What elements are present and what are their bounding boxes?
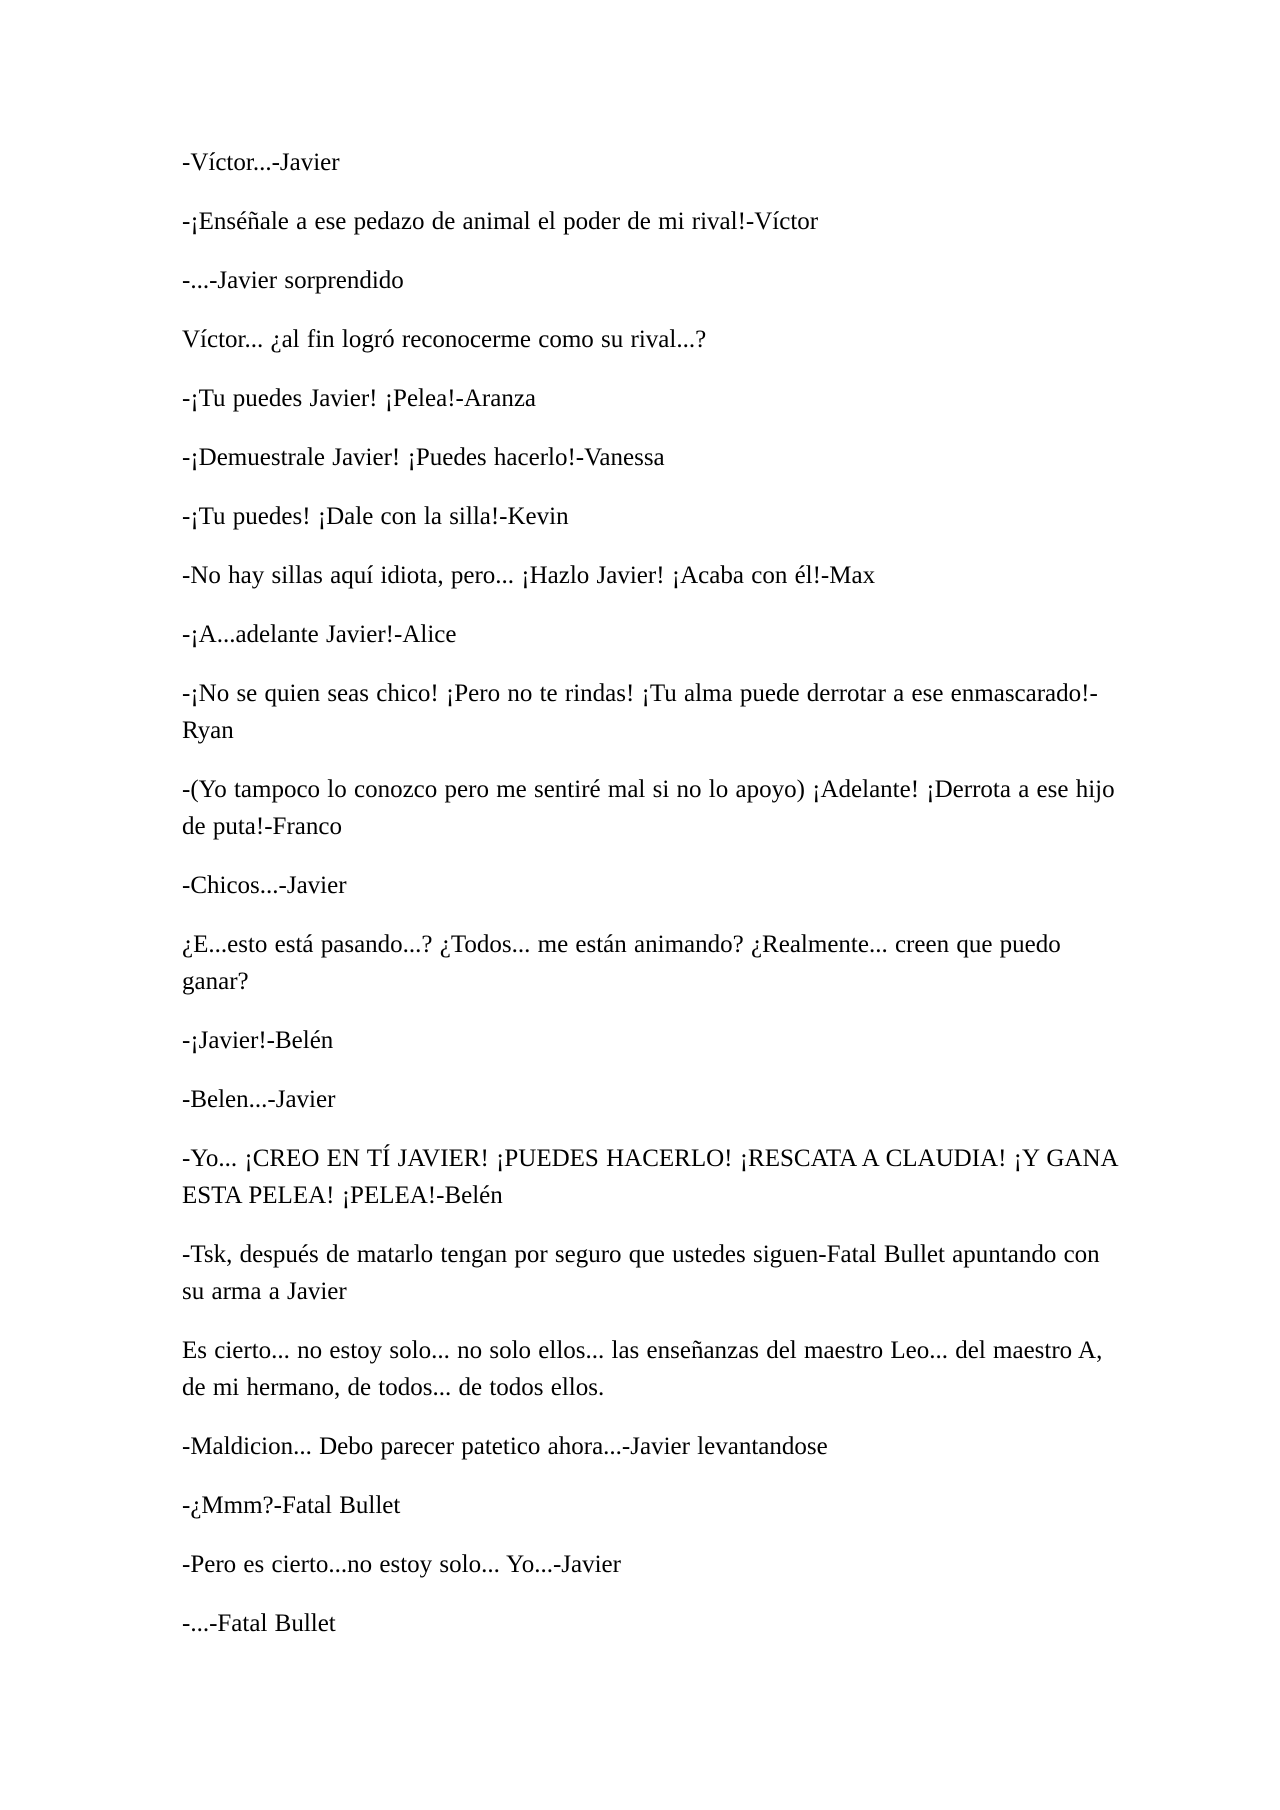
paragraph: -¡A...adelante Javier!-Alice xyxy=(182,621,457,648)
paragraph: ¿E...esto está pasando...? ¿Todos... me están animando? ¿Realmente... creen que puedo ganar? xyxy=(182,931,1061,995)
paragraph: -(Yo tampoco lo conozco pero me sentiré mal si no lo apoyo) ¡Adelante! ¡Derrota a ese hijo de puta!-Franco xyxy=(182,776,1115,840)
paragraph: Víctor... ¿al fin logró reconocerme como su rival...? xyxy=(182,326,707,353)
paragraph: -No hay sillas aquí idiota, pero... ¡Hazlo Javier! ¡Acaba con él!-Max xyxy=(182,562,876,589)
paragraph: -¡No se quien seas chico! ¡Pero no te rindas! ¡Tu alma puede derrotar a ese enmascarado!-Ryan xyxy=(182,680,1098,744)
paragraph: -Yo... ¡CREO EN TÍ JAVIER! ¡PUEDES HACERLO! ¡RESCATA A CLAUDIA! ¡Y GANA ESTA PELEA! ¡PELEA!-Belén xyxy=(182,1145,1118,1209)
paragraph: -¡Enséñale a ese pedazo de animal el poder de mi rival!-Víctor xyxy=(182,208,819,235)
paragraph: -¿Mmm?-Fatal Bullet xyxy=(182,1492,401,1519)
paragraph: -Belen...-Javier xyxy=(182,1086,336,1113)
paragraph: -Tsk, después de matarlo tengan por seguro que ustedes siguen-Fatal Bullet apuntando con su arma a Javier xyxy=(182,1241,1100,1305)
paragraph: -¡Demuestrale Javier! ¡Puedes hacerlo!-Vanessa xyxy=(182,444,665,471)
paragraph: -¡Tu puedes Javier! ¡Pelea!-Aranza xyxy=(182,385,537,412)
paragraph: -Víctor...-Javier xyxy=(182,149,340,176)
paragraph: -Pero es cierto...no estoy solo... Yo...-Javier xyxy=(182,1551,621,1578)
paragraph: -Chicos...-Javier xyxy=(182,872,347,899)
paragraph: Es cierto... no estoy solo... no solo ellos... las enseñanzas del maestro Leo... del maestro A, de mi hermano, de todos... de todos ellos. xyxy=(182,1337,1103,1401)
paragraph: -¡Javier!-Belén xyxy=(182,1027,334,1054)
paragraph: -Maldicion... Debo parecer patetico ahora...-Javier levantandose xyxy=(182,1433,828,1460)
document-body xyxy=(182,144,1122,1642)
paragraph: -...-Fatal Bullet xyxy=(182,1610,336,1637)
paragraph: -...-Javier sorprendido xyxy=(182,267,404,294)
paragraph: -¡Tu puedes! ¡Dale con la silla!-Kevin xyxy=(182,503,569,530)
